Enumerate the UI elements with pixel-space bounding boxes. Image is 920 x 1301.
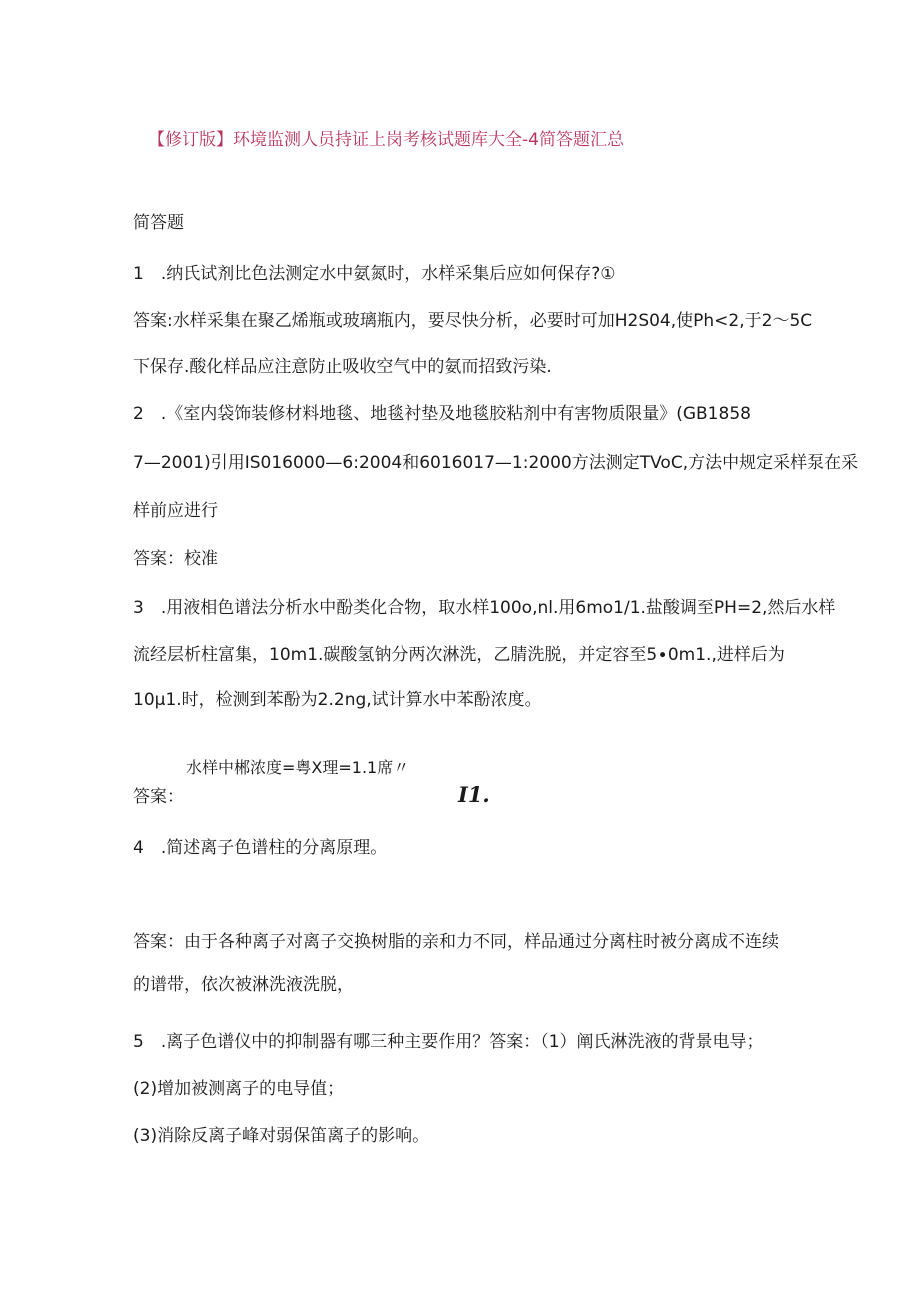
answer-5-item-2: (2)增加被测离子的电导值； <box>133 1079 345 1099</box>
document-title: 【修订版】环境监测人员持证上岗考核试题库大全-4简答题汇总 <box>148 130 624 150</box>
answer-3-mark: I1. <box>458 782 490 807</box>
answer-1-line-1: 答案:水样采集在聚乙烯瓶或玻璃瓶内，要尽快分析，必要时可加H2S04,使Ph<2,于2～5C <box>133 311 813 331</box>
question-2-line-2: 7—2001)引用IS016000—6:2004和6016017—1:2000方法测定TVoC,方法中规定采样泵在采 <box>133 453 859 473</box>
question-2-line-3: 样前应进行 <box>133 501 218 521</box>
question-3-line-1: 3 .用液相色谱法分析水中酚类化合物，取水样100o,nl.用6mo1∕1.盐酸调至PH=2,然后水样 <box>133 598 836 618</box>
answer-1-line-2: 下保存.酸化样品应注意防止吸收空气中的氨而招致污染. <box>133 357 552 377</box>
answer-4-line-2: 的谱带，依次被淋洗液洗脱， <box>133 975 354 995</box>
question-1: 1 .纳氏试剂比色法测定水中氨氮时，水样采集后应如何保存?① <box>133 264 616 284</box>
answer-3-label: 答案： <box>133 787 184 807</box>
question-3-line-3: 10μ1.时，检测到苯酚为2.2ng,试计算水中苯酚浓度。 <box>133 690 542 710</box>
answer-3-formula: 水样中郴浓度=粤X理=1.1席〃 <box>186 758 410 777</box>
question-3-line-2: 流经层析柱富集，10m1.碳酸氢钠分两次淋洗，乙腈洗脱，并定容至5∙0m1.,进样后为 <box>133 645 785 665</box>
answer-2: 答案：校准 <box>133 549 218 569</box>
question-2-line-1: 2 .《室内袋饰装修材料地毯、地毯衬垫及地毯胶粘剂中有害物质限量》(GB1858 <box>133 404 751 424</box>
answer-5-item-3: (3)消除反离子峰对弱保笛离子的影响。 <box>133 1126 430 1146</box>
answer-4-line-1: 答案：由于各种离子对离子交换树脂的亲和力不同，样品通过分离柱时被分离成不连续 <box>133 932 779 952</box>
question-4: 4 .简述离子色谱柱的分离原理。 <box>133 838 388 858</box>
question-5: 5 .离子色谱仪中的抑制器有哪三种主要作用？答案：（1）阐氏淋洗液的背景电导； <box>133 1032 764 1052</box>
section-heading: 简答题 <box>133 213 184 233</box>
